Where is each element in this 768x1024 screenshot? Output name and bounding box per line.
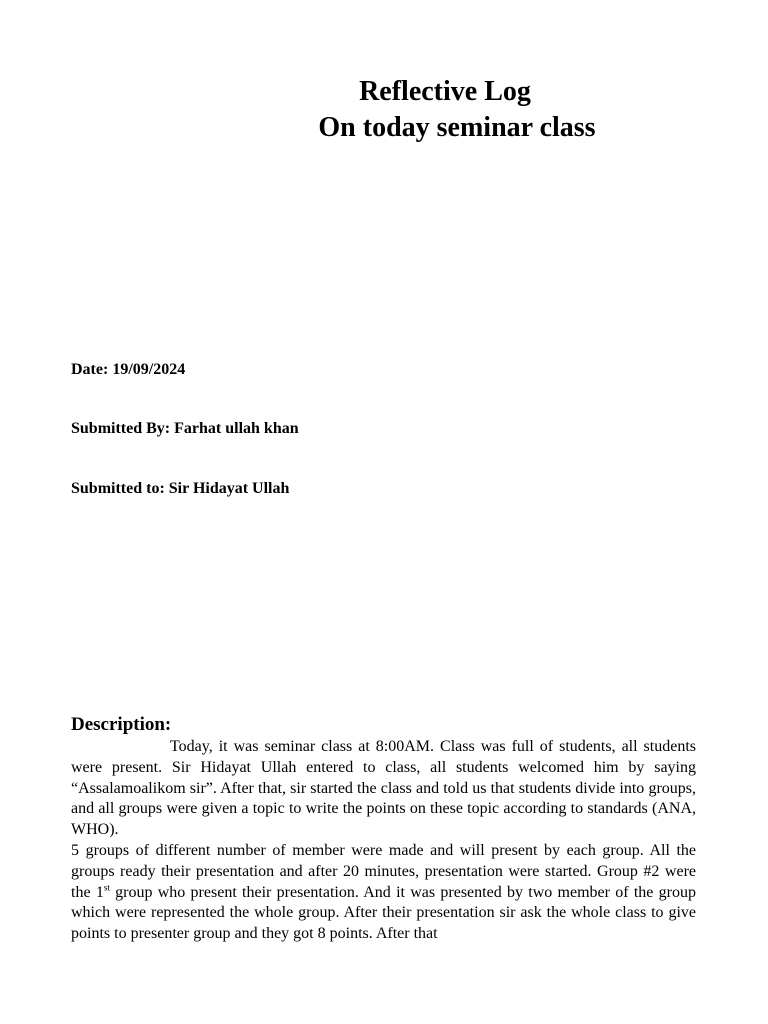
description-body <box>71 737 696 945</box>
submitted-to-label: Submitted to: <box>71 480 165 497</box>
description-paragraph-1: Today, it was seminar class at 8:00AM. Class was full of students, all students were present. Sir Hidayat Ullah entered to class, all students welcomed him by saying “Assalamoalikom sir”. After that, sir started the class and told us that students divide into groups, and all groups were given a topic to write the points on these topic according to standards (ANA, WHO). <box>71 738 696 839</box>
submitted-by-value: Farhat ullah khan <box>174 420 299 437</box>
title-line-1: Reflective Log <box>359 76 531 107</box>
document-title <box>297 74 617 146</box>
paragraph-2-text-end: group who present their presentation. And it was presented by two member of the group which were represented the whole group. After their presentation sir ask the whole class to give points to presenter group and they got 8 points. After that <box>71 883 696 943</box>
title-line-2: On today seminar class <box>318 112 596 143</box>
submitted-to-value: Sir Hidayat Ullah <box>168 480 290 497</box>
description-paragraph-2 <box>71 841 696 945</box>
submitted-by-line <box>71 419 299 439</box>
paragraph-2-text-start: 5 groups of different number of member were made and will present by each group. All the groups ready their presentation and after 20 minutes, presentation were started. Group #2 were the 1 <box>71 841 696 901</box>
submitted-to-line <box>71 479 289 499</box>
submitted-by-label: Submitted By: <box>71 420 171 437</box>
date-line <box>71 360 185 380</box>
date-value: 19/09/2024 <box>112 361 186 378</box>
ordinal-suffix: st <box>103 882 110 893</box>
description-heading: Description: <box>71 714 172 735</box>
date-label: Date: <box>71 361 109 378</box>
